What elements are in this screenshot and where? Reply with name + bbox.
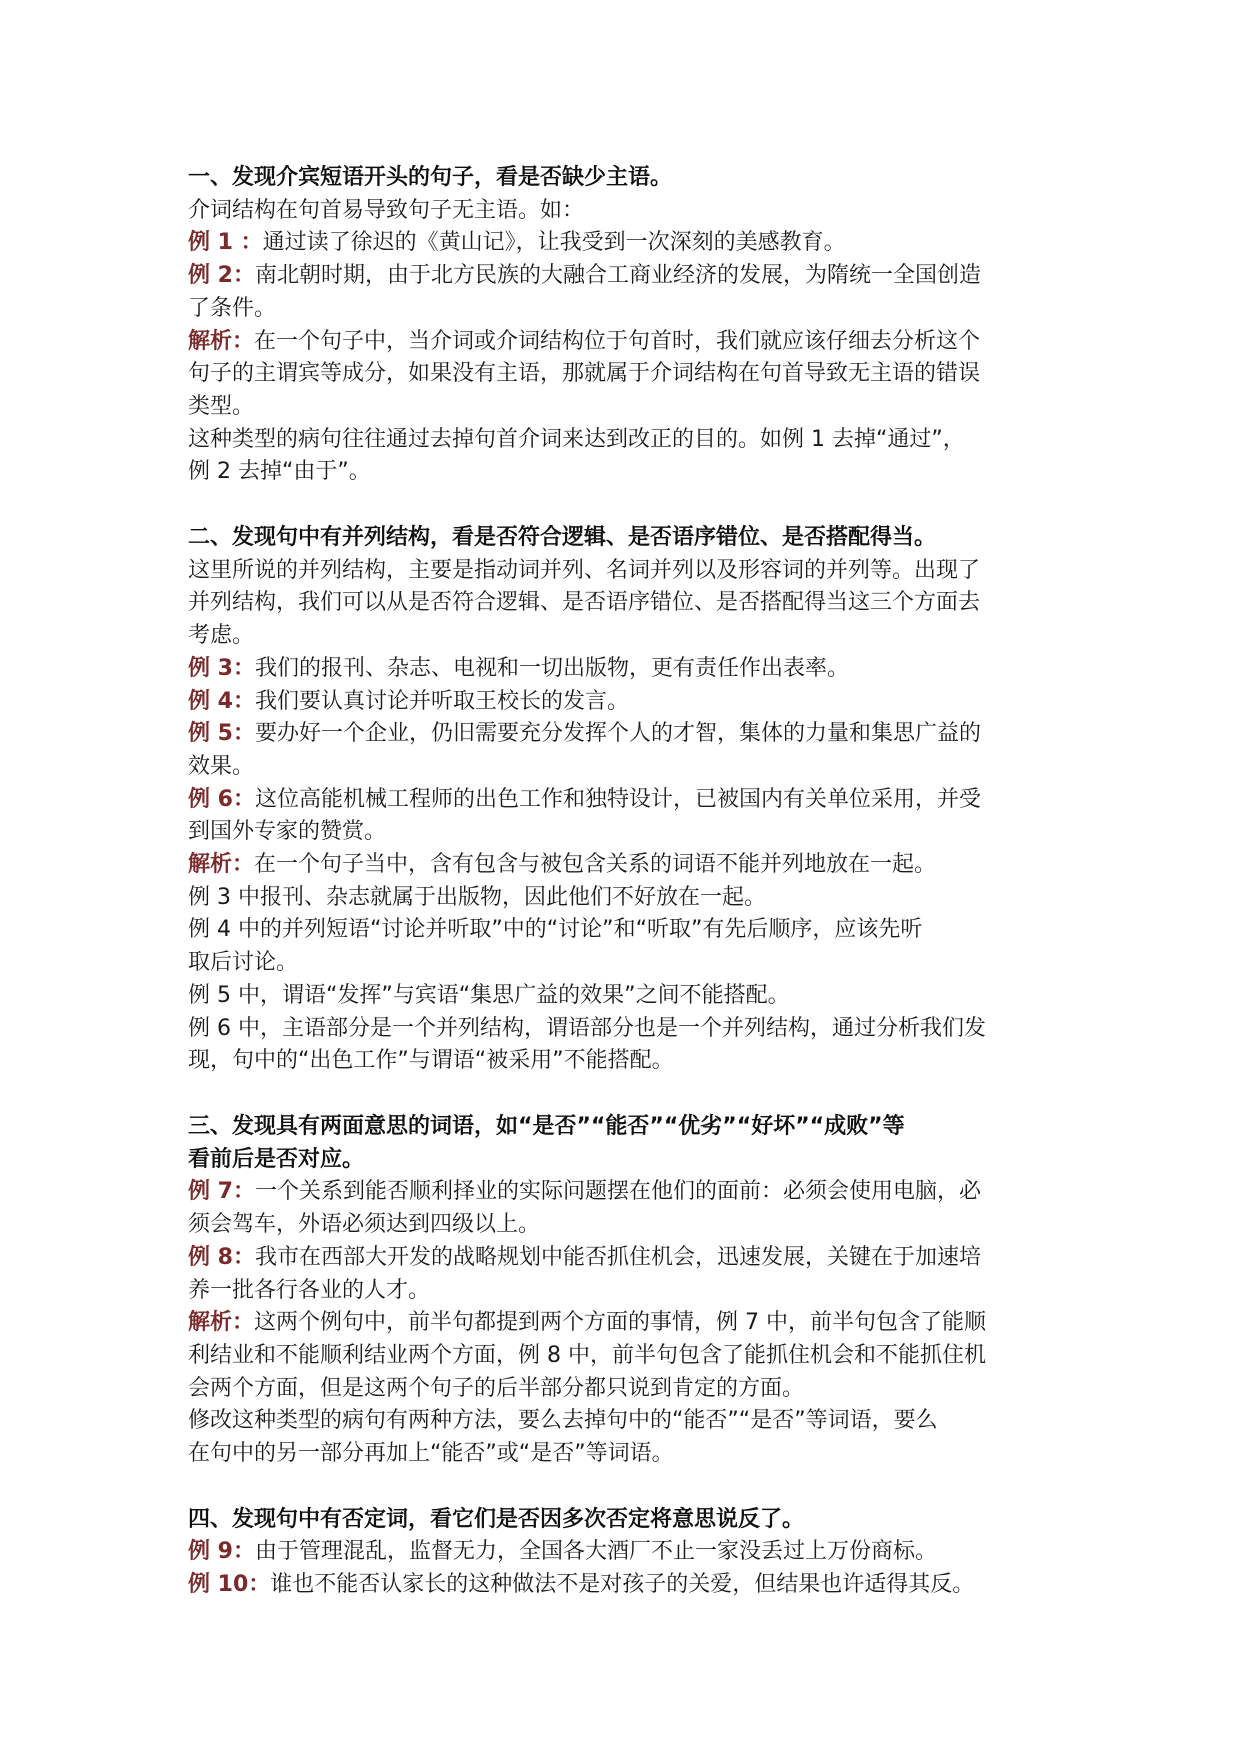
section-heading: 三、发现具有两面意思的词语，如“是否”“能否”“优劣”“好坏”“成败”等 bbox=[188, 1113, 905, 1139]
example-text: 通过读了徐迟的《黄山记》，让我受到一次深刻的美感教育。 bbox=[262, 230, 846, 256]
analysis bbox=[188, 1307, 1068, 1340]
example-3 bbox=[188, 653, 1068, 686]
example-9 bbox=[188, 1536, 1068, 1569]
example-label: 例 4： bbox=[188, 688, 255, 714]
analysis-label: 解析： bbox=[188, 1310, 255, 1336]
section-spacer bbox=[188, 1078, 1068, 1111]
analysis bbox=[188, 326, 1068, 359]
example-text-continued: 了条件。 bbox=[188, 295, 277, 321]
example-4 bbox=[188, 686, 1068, 719]
fix-paragraph-continued: 在句中的另一部分再加上“能否”或“是否”等词语。 bbox=[188, 1441, 674, 1467]
example-label: 例 7： bbox=[188, 1179, 255, 1205]
example-6 bbox=[188, 784, 1068, 817]
analysis-label: 解析： bbox=[188, 852, 255, 878]
analysis-note: 例 5 中，谓语“发挥”与宾语“集思广益的效果”之间不能搭配。 bbox=[188, 982, 790, 1008]
example-10 bbox=[188, 1569, 1068, 1602]
example-7 bbox=[188, 1176, 1068, 1209]
example-8 bbox=[188, 1242, 1068, 1275]
section-heading: 四、发现句中有否定词，看它们是否因多次否定将意思说反了。 bbox=[188, 1506, 805, 1532]
example-text-continued: 养一批各行各业的人才。 bbox=[188, 1277, 431, 1303]
example-text-continued: 到国外专家的赞赏。 bbox=[188, 819, 387, 845]
section-spacer bbox=[188, 489, 1068, 522]
example-text: 谁也不能否认家长的这种做法不是对孩子的关爱，但结果也许适得其反。 bbox=[270, 1572, 975, 1598]
example-text: 要办好一个企业，仍旧需要充分发挥个人的才智，集体的力量和集思广益的 bbox=[254, 721, 981, 747]
section-heading: 一、发现介宾短语开头的句子，看是否缺少主语。 bbox=[188, 165, 673, 190]
section-intro-continued: 并列结构，我们可以从是否符合逻辑、是否语序错位、是否搭配得当这三个方面去 bbox=[188, 590, 981, 616]
example-label: 例 1 ： bbox=[188, 230, 263, 256]
example-text: 南北朝时期，由于北方民族的大融合工商业经济的发展，为隋统一全国创造 bbox=[254, 263, 981, 289]
analysis bbox=[188, 849, 1068, 882]
analysis-text-continued: 类型。 bbox=[188, 393, 255, 419]
example-text: 我市在西部大开发的战略规划中能否抓住机会，迅速发展，关键在于加速培 bbox=[254, 1244, 981, 1270]
section-heading-continued: 看前后是否对应。 bbox=[188, 1146, 365, 1172]
example-text: 我们的报刊、杂志、电视和一切出版物，更有责任作出表率。 bbox=[254, 655, 849, 681]
example-text: 这位高能机械工程师的出色工作和独特设计，已被国内有关单位采用，并受 bbox=[254, 786, 981, 812]
document-page bbox=[188, 162, 1068, 1602]
example-text-continued: 须会驾车，外语必须达到四级以上。 bbox=[188, 1212, 541, 1238]
example-1 bbox=[188, 227, 1068, 260]
analysis-note-continued: 现，句中的“出色工作”与谓语“被采用”不能搭配。 bbox=[188, 1048, 674, 1074]
example-text: 由于管理混乱，监督无力，全国各大酒厂不止一家没丢过上万份商标。 bbox=[254, 1539, 937, 1565]
analysis-text-continued: 句子的主谓宾等成分，如果没有主语，那就属于介词结构在句首导致无主语的错误 bbox=[188, 361, 981, 387]
analysis-note: 例 3 中报刊、杂志就属于出版物，因此他们不好放在一起。 bbox=[188, 884, 766, 910]
example-label: 例 6： bbox=[188, 786, 255, 812]
analysis-text: 这两个例句中，前半句都提到两个方面的事情，例 7 中，前半句包含了能顺 bbox=[254, 1310, 987, 1336]
analysis-note-continued: 取后讨论。 bbox=[188, 950, 299, 976]
example-5 bbox=[188, 718, 1068, 751]
section-intro-continued: 考虑。 bbox=[188, 623, 255, 649]
example-label: 例 2： bbox=[188, 263, 255, 289]
example-label: 例 9： bbox=[188, 1539, 255, 1565]
analysis-text-continued: 会两个方面，但是这两个句子的后半部分都只说到肯定的方面。 bbox=[188, 1375, 805, 1401]
analysis-text: 在一个句子中，当介词或介词结构位于句首时，我们就应该仔细去分析这个 bbox=[254, 328, 981, 354]
example-text-continued: 效果。 bbox=[188, 753, 255, 779]
section-heading: 二、发现句中有并列结构，看是否符合逻辑、是否语序错位、是否搭配得当。 bbox=[188, 525, 937, 551]
analysis-text-continued: 利结业和不能顺利结业两个方面，例 8 中，前半句包含了能抓住机会和不能抓住机 bbox=[188, 1342, 986, 1368]
analysis-label: 解析： bbox=[188, 328, 255, 354]
fix-paragraph-continued: 例 2 去掉“由于”。 bbox=[188, 459, 371, 485]
example-label: 例 10： bbox=[188, 1572, 271, 1598]
example-text: 一个关系到能否顺利择业的实际问题摆在他们的面前：必须会使用电脑，必 bbox=[254, 1179, 981, 1205]
example-label: 例 8： bbox=[188, 1244, 255, 1270]
analysis-note: 例 6 中，主语部分是一个并列结构，谓语部分也是一个并列结构，通过分析我们发 bbox=[188, 1015, 986, 1041]
example-text: 我们要认真讨论并听取王校长的发言。 bbox=[254, 688, 629, 714]
example-label: 例 5： bbox=[188, 721, 255, 747]
section-spacer bbox=[188, 1471, 1068, 1504]
analysis-text: 在一个句子当中，含有包含与被包含关系的词语不能并列地放在一起。 bbox=[254, 852, 937, 878]
section-intro: 介词结构在句首易导致句子无主语。如： bbox=[188, 197, 585, 223]
analysis-note: 例 4 中的并列短语“讨论并听取”中的“讨论”和“听取”有先后顺序，应该先听 bbox=[188, 917, 923, 943]
fix-paragraph: 这种类型的病句往往通过去掉句首介词来达到改正的目的。如例 1 去掉“通过”， bbox=[188, 426, 965, 452]
example-label: 例 3： bbox=[188, 655, 255, 681]
example-2 bbox=[188, 260, 1068, 293]
fix-paragraph: 修改这种类型的病句有两种方法，要么去掉句中的“能否”“是否”等词语，要么 bbox=[188, 1408, 938, 1434]
section-intro: 这里所说的并列结构，主要是指动词并列、名词并列以及形容词的并列等。出现了 bbox=[188, 557, 981, 583]
